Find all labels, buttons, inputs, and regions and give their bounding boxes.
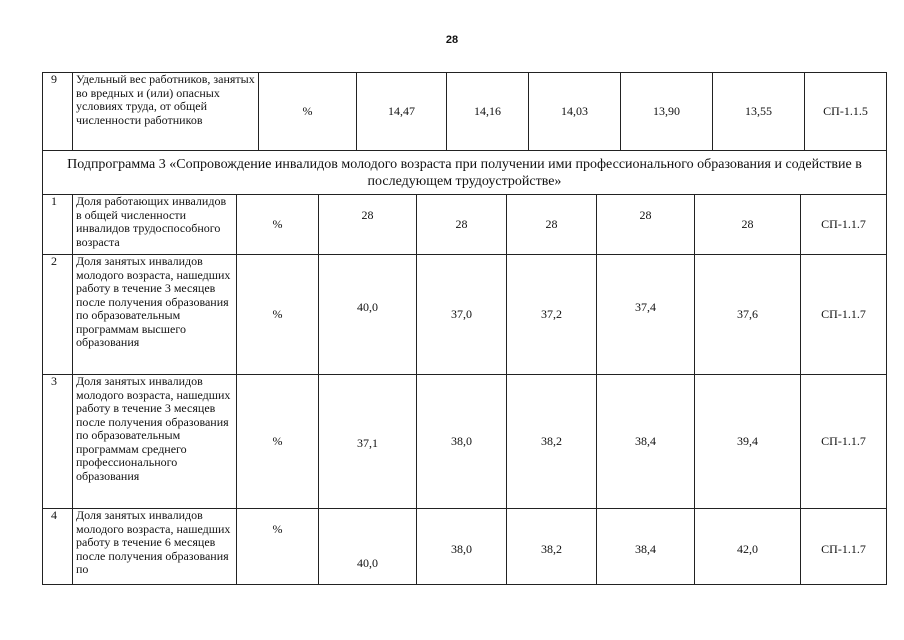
value-cell: 38,4: [597, 509, 695, 585]
code-cell: СП-1.1.7: [801, 255, 887, 375]
unit-cell: %: [259, 73, 357, 151]
value-cell: 37,2: [507, 255, 597, 375]
page-number: 28: [445, 34, 459, 46]
indicator-name: Доля работающих инвалидов в общей численности инвалидов трудоспособного возраста: [73, 195, 237, 255]
code-cell: СП-1.1.7: [801, 375, 887, 509]
table-row: [43, 73, 887, 151]
indicator-name: Доля занятых инвалидов молодого возраста, нашедших работу в течение 3 месяцев после получения образования по образовательным программам среднего профессионального образования: [73, 375, 237, 509]
code-cell: СП-1.1.5: [805, 73, 887, 151]
value-cell: 38,2: [507, 375, 597, 509]
value-cell: 13,55: [713, 73, 805, 151]
unit-cell: %: [237, 195, 319, 255]
subprogram-row: [43, 151, 887, 195]
value-cell: 28: [695, 195, 801, 255]
value-cell: 37,4: [597, 255, 695, 375]
unit-cell: %: [237, 375, 319, 509]
table-row: [43, 375, 887, 509]
value-cell: 37,6: [695, 255, 801, 375]
table-row: [43, 509, 887, 585]
table-row: [43, 255, 887, 375]
row-number: 3: [43, 375, 73, 509]
value-cell: 14,03: [529, 73, 621, 151]
indicators-table-top: [42, 72, 887, 195]
value-cell: 28: [597, 195, 695, 255]
indicator-name: Доля занятых инвалидов молодого возраста, нашедших работу в течение 6 месяцев после получения образования по: [73, 509, 237, 585]
row-number: 2: [43, 255, 73, 375]
value-cell: 38,2: [507, 509, 597, 585]
unit-cell: %: [237, 255, 319, 375]
code-cell: СП-1.1.7: [801, 195, 887, 255]
indicator-name: Удельный вес работников, занятых во вредных и (или) опасных условиях труда, от общей численности работников: [73, 73, 259, 151]
value-cell: 40,0: [319, 255, 417, 375]
code-cell: СП-1.1.7: [801, 509, 887, 585]
value-cell: 38,0: [417, 509, 507, 585]
value-cell: 14,47: [357, 73, 447, 151]
subprogram-title: Подпрограмма 3 «Сопровождение инвалидов молодого возраста при получении ими профессионального образования и содействие в последующем трудоустройстве»: [43, 151, 887, 195]
table-row: [43, 195, 887, 255]
value-cell: 39,4: [695, 375, 801, 509]
unit-cell: %: [237, 509, 319, 585]
value-cell: 37,1: [319, 375, 417, 509]
value-cell: 37,0: [417, 255, 507, 375]
value-cell: 40,0: [319, 509, 417, 585]
value-cell: 42,0: [695, 509, 801, 585]
value-cell: 13,90: [621, 73, 713, 151]
value-cell: 28: [417, 195, 507, 255]
value-cell: 28: [507, 195, 597, 255]
value-cell: 14,16: [447, 73, 529, 151]
row-number: 4: [43, 509, 73, 585]
row-number: 9: [43, 73, 73, 151]
indicators-table-main: [42, 194, 887, 585]
row-number: 1: [43, 195, 73, 255]
value-cell: 38,4: [597, 375, 695, 509]
indicator-name: Доля занятых инвалидов молодого возраста, нашедших работу в течение 3 месяцев после получения образования по образовательным программам высшего образования: [73, 255, 237, 375]
value-cell: 28: [319, 195, 417, 255]
value-cell: 38,0: [417, 375, 507, 509]
